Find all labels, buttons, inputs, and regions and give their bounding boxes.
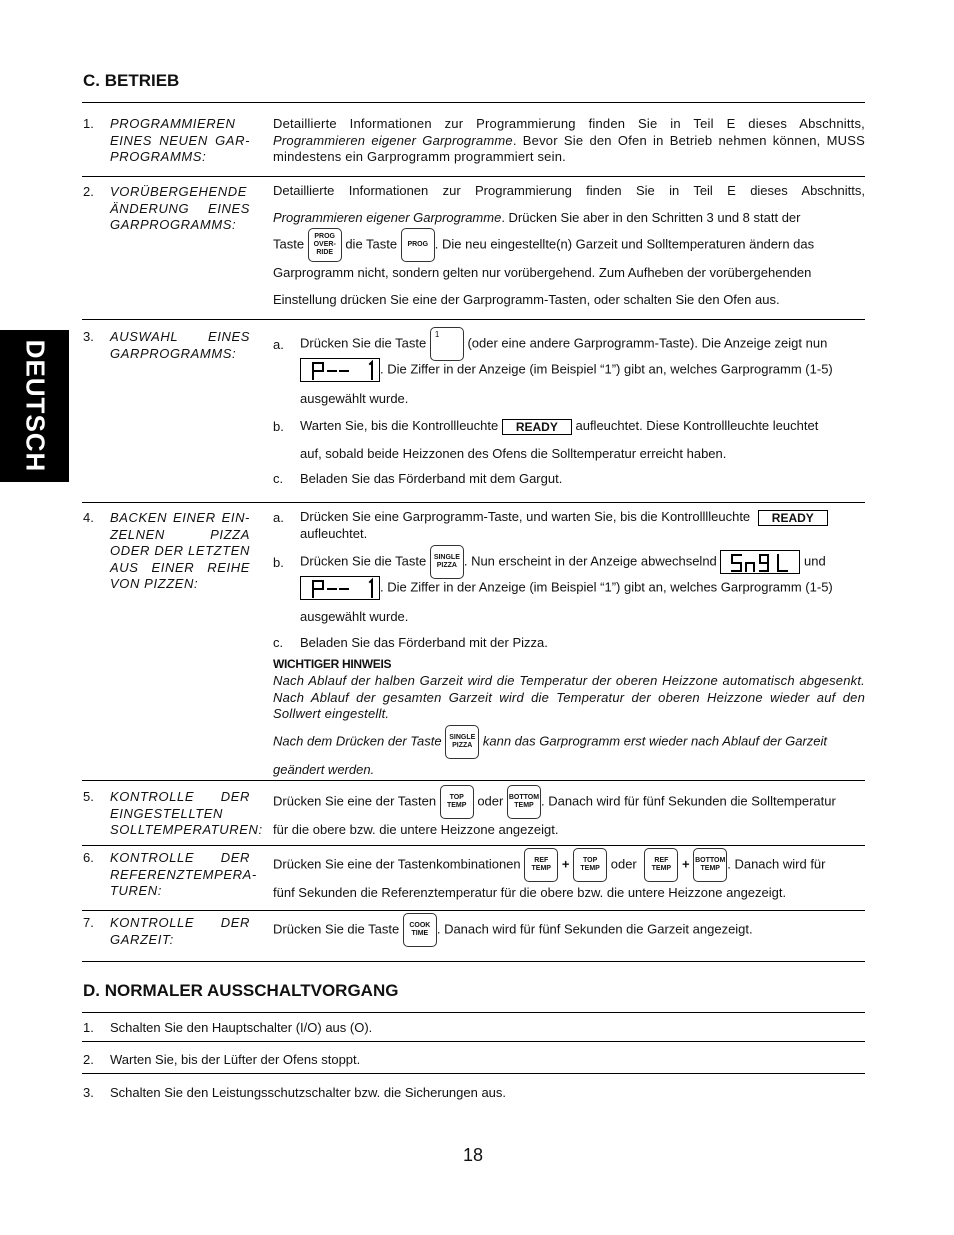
item-1-text-a: Detaillierte Informationen zur Programmierung finden Sie in Teil E dieses Abschnitts, bbox=[273, 116, 865, 131]
item-2-line-2 bbox=[273, 210, 800, 225]
item-3c-marker: c. bbox=[273, 471, 284, 486]
prog-override-key-label: PROG OVER- RIDE bbox=[313, 233, 336, 256]
item-4b-line-2 bbox=[300, 576, 833, 600]
display-p1-graphic bbox=[301, 577, 381, 601]
divider bbox=[82, 961, 865, 962]
step-d-2-text: Warten Sie, bis der Lüfter der Ofens stoppt. bbox=[110, 1052, 361, 1067]
step-d-2-number: 2. bbox=[83, 1052, 94, 1067]
note-text-2a: Nach dem Drücken der Taste bbox=[273, 733, 442, 749]
item-2-number: 2. bbox=[83, 184, 94, 199]
item-4b-text-1: Drücken Sie die Taste bbox=[300, 553, 427, 569]
item-7-text-1: Drücken Sie die Taste bbox=[273, 921, 400, 937]
item-1-text-c: . Bevor Sie den Ofen in Betrieb nehmen können, MUSS mindestens ein Garprogramm programmiert sein. bbox=[273, 132, 865, 164]
item-3a-line-2 bbox=[300, 358, 833, 382]
item-4a-line-1 bbox=[300, 509, 828, 526]
item-2-line-1: Detaillierte Informationen zur Programmierung finden Sie in Teil E dieses Abschnitts, bbox=[273, 183, 865, 198]
prog-key-label: PROG bbox=[407, 241, 429, 248]
display-sngl-graphic bbox=[721, 551, 801, 575]
item-3a-line-1 bbox=[300, 327, 827, 361]
item-4b-line-1 bbox=[300, 545, 826, 579]
divider bbox=[82, 910, 865, 911]
item-7-number: 7. bbox=[83, 915, 94, 930]
bottom-temp-key-label: BOTTOM TEMP bbox=[695, 857, 726, 872]
divider bbox=[82, 502, 865, 503]
step-d-3-text: Schalten Sie den Leistungsschutzschalter bzw. die Sicherungen aus. bbox=[110, 1085, 507, 1100]
bottom-temp-key[interactable] bbox=[693, 848, 727, 882]
ref-temp-key[interactable] bbox=[644, 848, 678, 882]
section-d-title: D. NORMALER AUSSCHALTVORGANG bbox=[83, 981, 399, 1000]
step-d-1-number: 1. bbox=[83, 1020, 94, 1035]
item-2-label: VORÜBERGEHENDE ÄNDERUNG EINES GARPROGRAMMS: bbox=[110, 184, 250, 232]
item-2-line-3a: Taste bbox=[273, 236, 305, 252]
item-4-label: BACKEN EINER EIN-ZELNEN PIZZA ODER DER LETZTEN AUS EINER REIHE VON PIZZEN: bbox=[110, 510, 250, 591]
single-pizza-key-label: SINGLE PIZZA bbox=[433, 554, 460, 569]
item-4-number: 4. bbox=[83, 510, 94, 525]
language-tab bbox=[0, 330, 69, 482]
top-temp-key-label: TOP TEMP bbox=[446, 794, 467, 809]
ref-temp-key[interactable] bbox=[524, 848, 558, 882]
item-6-text-2: oder bbox=[610, 856, 637, 872]
item-4c-line-1: Beladen Sie das Förderband mit der Pizza. bbox=[300, 635, 548, 650]
top-temp-key[interactable] bbox=[573, 848, 607, 882]
step-d-1-text: Schalten Sie den Hauptschalter (I/O) aus (O). bbox=[110, 1020, 373, 1035]
display-p1 bbox=[300, 576, 380, 600]
note-line-2 bbox=[273, 725, 827, 759]
item-4a-text-1: Drücken Sie eine Garprogramm-Taste, und warten Sie, bis die Kontrolllleuchte bbox=[300, 509, 751, 524]
display-sngl bbox=[720, 550, 800, 574]
cook-time-key[interactable] bbox=[403, 913, 437, 947]
item-3b-line-1 bbox=[300, 418, 818, 435]
ready-indicator: READY bbox=[502, 419, 572, 435]
top-temp-key[interactable] bbox=[440, 785, 474, 819]
item-5-number: 5. bbox=[83, 789, 94, 804]
item-6-line-1 bbox=[273, 848, 826, 882]
prog-key[interactable] bbox=[401, 228, 435, 262]
item-3b-text-1: Warten Sie, bis die Kontrollleuchte bbox=[300, 418, 499, 433]
item-7-line-1 bbox=[273, 913, 753, 947]
item-4b-marker: b. bbox=[273, 555, 284, 570]
item-4b-line-3: ausgewählt wurde. bbox=[300, 609, 409, 624]
program-1-key-label: 1 bbox=[434, 330, 440, 339]
item-6-number: 6. bbox=[83, 850, 94, 865]
divider bbox=[82, 176, 865, 177]
item-3c-line-1: Beladen Sie das Förderband mit dem Gargut. bbox=[300, 471, 563, 486]
item-6-label: KONTROLLE DER REFERENZTEMPERA-TUREN: bbox=[110, 850, 257, 898]
item-7-label: KONTROLLE DER GARZEIT: bbox=[110, 915, 250, 947]
display-p1 bbox=[300, 358, 380, 382]
item-2-line-5: Einstellung drücken Sie eine der Garprogramm-Tasten, oder schalten Sie den Ofen aus. bbox=[273, 292, 780, 307]
item-5-label: KONTROLLE DER EINGESTELLTEN SOLLTEMPERATUREN: bbox=[110, 789, 263, 837]
plus-sign: + bbox=[682, 856, 690, 872]
item-2-line-4: Garprogramm nicht, sondern gelten nur vorübergehend. Zum Aufheben der vorübergehenden bbox=[273, 265, 812, 280]
item-4c-marker: c. bbox=[273, 635, 284, 650]
item-3a-line-3: ausgewählt wurde. bbox=[300, 391, 409, 406]
item-1-label: PROGRAMMIEREN EINES NEUEN GAR-PROGRAMMS: bbox=[110, 116, 250, 164]
item-5-text-1: Drücken Sie eine der Tasten bbox=[273, 793, 437, 809]
divider bbox=[82, 319, 865, 320]
item-4a-line-2: aufleuchtet. bbox=[300, 526, 368, 541]
note-text: Nach Ablauf der halben Garzeit wird die Temperatur der oberen Heizzone automatisch abgesenkt. Nach Ablauf der gesamten Garzeit wird die Temperatur der oberen Heizzone wieder auf den Sollwert eingestellt. bbox=[273, 673, 865, 721]
item-2-line-3c: . Die neu eingestellte(n) Garzeit und Solltemperaturen ändern das bbox=[434, 236, 815, 252]
item-4a-marker: a. bbox=[273, 510, 284, 525]
item-4b-text-2: . Nun erscheint in der Anzeige abwechselnd bbox=[463, 553, 717, 569]
ref-temp-key-label: REF TEMP bbox=[651, 857, 672, 872]
bottom-temp-key-label: BOTTOM TEMP bbox=[508, 794, 540, 809]
item-6-text-1: Drücken Sie eine der Tastenkombinationen bbox=[273, 856, 521, 872]
item-1-number: 1. bbox=[83, 116, 94, 131]
item-7-text-2: . Danach wird für fünf Sekunden die Garzeit angezeigt. bbox=[436, 921, 753, 937]
single-pizza-key-label: SINGLE PIZZA bbox=[449, 734, 476, 749]
item-3a-text-3: . Die Ziffer in der Anzeige (im Beispiel “1”) gibt an, welches Garprogramm (1-5) bbox=[380, 361, 833, 377]
step-d-3-number: 3. bbox=[83, 1085, 94, 1100]
item-3a-text-2: (oder eine andere Garprogramm-Taste). Die Anzeige zeigt nun bbox=[467, 335, 828, 351]
item-1-text-b: Programmieren eigener Garprogramme bbox=[273, 132, 513, 148]
item-3b-text-2: aufleuchtet. Diese Kontrollleuchte leuchtet bbox=[575, 418, 819, 433]
display-p1-graphic bbox=[301, 359, 381, 383]
page-number: 18 bbox=[463, 1145, 484, 1165]
language-tab-label: DEUTSCH bbox=[20, 339, 50, 473]
note-line-3: geändert werden. bbox=[273, 762, 375, 777]
item-6-text-3: . Danach wird für bbox=[727, 856, 826, 872]
item-2-line-2a: Programmieren eigener Garprogramme bbox=[273, 210, 502, 225]
note-title: WICHTIGER HINWEIS bbox=[273, 657, 392, 671]
item-5-line-1 bbox=[273, 785, 836, 819]
item-3a-text-1: Drücken Sie die Taste bbox=[300, 335, 427, 351]
divider bbox=[82, 845, 865, 846]
cook-time-key-label: COOK TIME bbox=[409, 922, 431, 937]
single-pizza-key[interactable] bbox=[445, 725, 479, 759]
prog-override-key[interactable] bbox=[308, 228, 342, 262]
item-2-line-3 bbox=[273, 228, 814, 262]
divider bbox=[82, 102, 865, 103]
ready-indicator: READY bbox=[758, 510, 828, 526]
item-3-number: 3. bbox=[83, 329, 94, 344]
item-1-text bbox=[273, 116, 865, 166]
item-5-line-2: für die obere bzw. die untere Heizzone angezeigt. bbox=[273, 822, 559, 837]
note-text-2b: kann das Garprogramm erst wieder nach Ablauf der Garzeit bbox=[482, 733, 828, 749]
divider bbox=[82, 780, 865, 781]
divider bbox=[82, 1041, 865, 1042]
section-c-title: C. BETRIEB bbox=[83, 71, 180, 90]
divider bbox=[82, 1073, 865, 1074]
divider bbox=[82, 1012, 865, 1013]
item-2-line-2b: . Drücken Sie aber in den Schritten 3 und 8 statt der bbox=[501, 210, 801, 225]
item-4b-text-3: und bbox=[804, 553, 826, 569]
item-3-label: AUSWAHL EINES GARPROGRAMMS: bbox=[110, 329, 250, 361]
item-2-line-3b: die Taste bbox=[345, 236, 398, 252]
item-5-text-3: . Danach wird für fünf Sekunden die Solltemperatur bbox=[540, 793, 836, 809]
single-pizza-key[interactable] bbox=[430, 545, 464, 579]
program-1-key[interactable] bbox=[430, 327, 464, 361]
item-4b-text-4: . Die Ziffer in der Anzeige (im Beispiel “1”) gibt an, welches Garprogramm (1-5) bbox=[380, 579, 833, 595]
item-3b-line-2: auf, sobald beide Heizzonen des Ofens die Solltemperatur erreicht haben. bbox=[300, 446, 727, 461]
item-5-text-2: oder bbox=[477, 793, 504, 809]
bottom-temp-key[interactable] bbox=[507, 785, 541, 819]
item-3a-marker: a. bbox=[273, 337, 284, 352]
plus-sign: + bbox=[561, 856, 570, 872]
ref-temp-key-label: REF TEMP bbox=[531, 857, 551, 872]
item-3b-marker: b. bbox=[273, 419, 284, 434]
item-6-line-2: fünf Sekunden die Referenztemperatur für die obere bzw. die untere Heizzone angezeigt. bbox=[273, 885, 787, 900]
top-temp-key-label: TOP TEMP bbox=[580, 857, 600, 872]
